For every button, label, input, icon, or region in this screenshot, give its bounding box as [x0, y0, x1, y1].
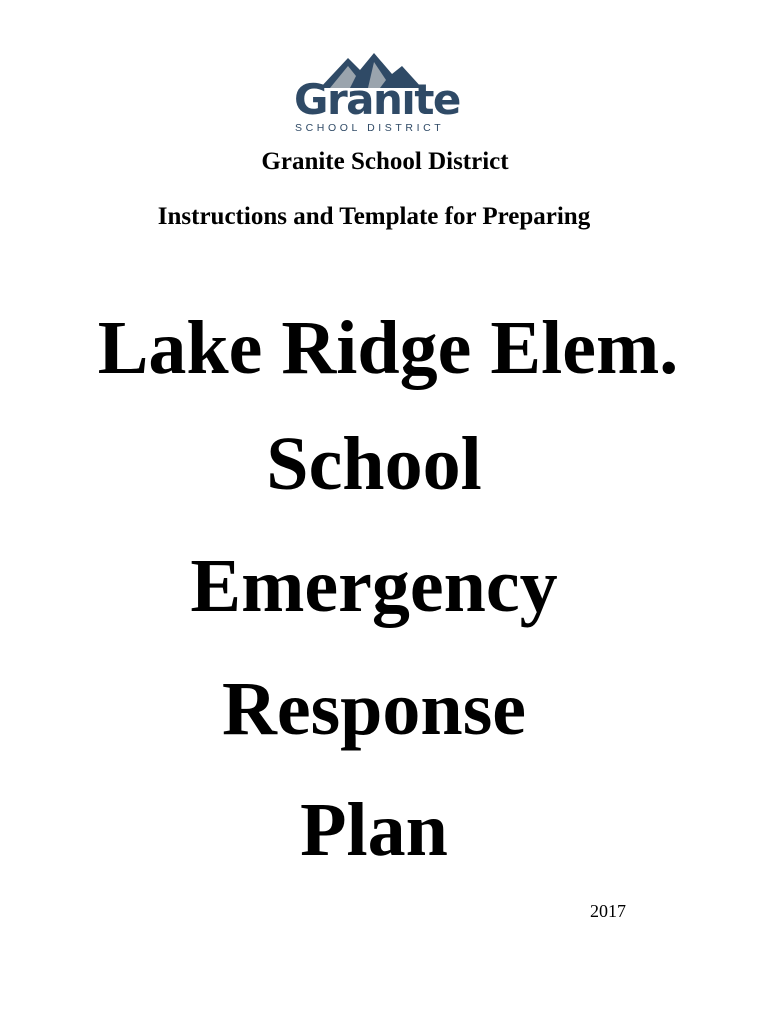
district-heading: Granite School District: [261, 148, 509, 175]
logo-wordmark: Granite: [294, 75, 460, 124]
title-line-plan: Plan: [300, 788, 448, 872]
granite-logo: [290, 48, 466, 140]
title-line-response: Response: [221, 667, 527, 751]
plan-year: 2017: [590, 901, 626, 921]
instructions-heading: Instructions and Template for Preparing: [157, 203, 591, 230]
title-line-emergency: Emergency: [190, 544, 558, 628]
title-line-school: School: [266, 422, 482, 506]
logo-subtitle: SCHOOL DISTRICT: [295, 122, 445, 134]
title-school-name: Lake Ridge Elem.: [97, 306, 679, 390]
